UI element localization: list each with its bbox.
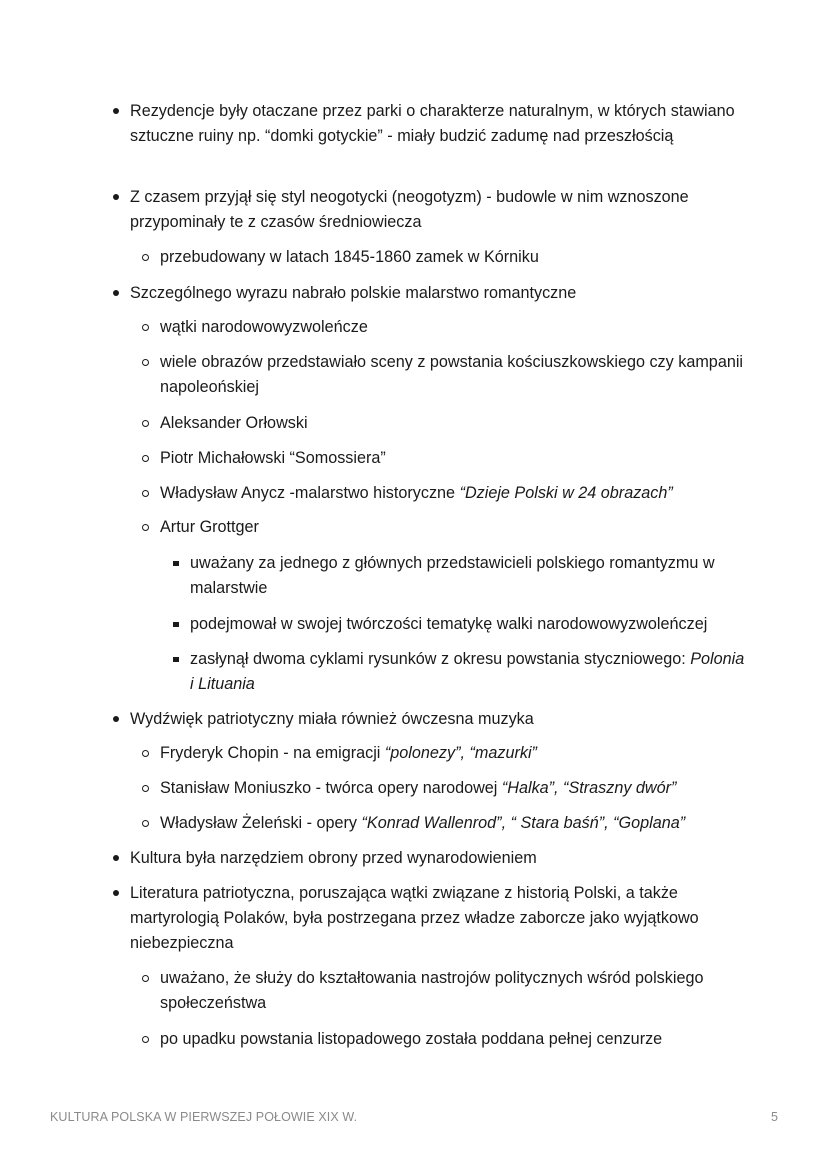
list-item <box>160 315 750 340</box>
bullet-disc-icon <box>113 855 119 861</box>
list-item <box>160 446 750 471</box>
list-item-text: Aleksander Orłowski <box>160 414 308 432</box>
list-item <box>160 481 750 506</box>
bullet-disc-icon <box>113 890 119 896</box>
bullet-circle-icon <box>142 1036 149 1043</box>
bullet-disc-icon <box>113 290 119 296</box>
list-item <box>160 776 750 801</box>
bullet-circle-icon <box>142 455 149 462</box>
bullet-circle-icon <box>142 785 149 792</box>
bullet-circle-icon <box>142 820 149 827</box>
list-item-italic-text: “Halka”, “Straszny dwór” <box>501 779 677 797</box>
list-item <box>190 551 750 601</box>
list-item-text: Stanisław Moniuszko - twórca opery narodowej <box>160 779 502 797</box>
list-item-text: uważano, że służy do kształtowania nastrojów politycznych wśród polskiego społeczeństwa <box>160 969 704 1012</box>
list-item-italic-text: “Dzieje Polski w 24 obrazach” <box>459 484 673 502</box>
list-item-text: wątki narodowowyzwoleńcze <box>160 318 368 336</box>
bullet-square-icon <box>173 622 179 628</box>
list-item <box>130 881 740 956</box>
list-item <box>190 647 750 697</box>
list-item <box>160 741 750 766</box>
list-item-text: Władysław Anycz -malarstwo historyczne <box>160 484 460 502</box>
list-item-text: podejmował w swojej twórczości tematykę walki narodowowyzwoleńczej <box>190 615 708 633</box>
bullet-circle-icon <box>142 975 149 982</box>
list-item-text: Władysław Żeleński - opery <box>160 814 362 832</box>
list-item-text: wiele obrazów przedstawiało sceny z powstania kościuszkowskiego czy kampanii napoleońskiej <box>160 353 744 396</box>
list-item <box>130 99 740 149</box>
bullet-circle-icon <box>142 750 149 757</box>
list-item <box>160 1027 750 1052</box>
bullet-disc-icon <box>113 108 119 114</box>
list-item-text: przebudowany w latach 1845-1860 zamek w Kórniku <box>160 248 539 266</box>
bullet-circle-icon <box>142 490 149 497</box>
list-item <box>160 350 750 400</box>
list-item <box>190 612 750 637</box>
list-item <box>160 515 750 540</box>
bullet-circle-icon <box>142 324 149 331</box>
bullet-circle-icon <box>142 359 149 366</box>
footer-title: KULTURA POLSKA W PIERWSZEJ POŁOWIE XIX W. <box>50 1110 358 1124</box>
bullet-square-icon <box>173 561 179 567</box>
list-item <box>130 281 740 306</box>
list-item-text: Piotr Michałowski “Somossiera” <box>160 449 386 467</box>
list-item-text: Wydźwięk patriotyczny miała również ówczesna muzyka <box>130 710 534 728</box>
page-number: 5 <box>771 1110 778 1124</box>
list-item-text: Kultura była narzędziem obrony przed wynarodowieniem <box>130 849 537 867</box>
list-item-text: Szczególnego wyrazu nabrało polskie malarstwo romantyczne <box>130 284 577 302</box>
list-item-italic-text: “Konrad Wallenrod”, “ Stara baśń”, “Goplana” <box>361 814 686 832</box>
list-item-italic-text: Polonia i Lituania <box>190 650 745 693</box>
list-item-italic-text: “polonezy”, “mazurki” <box>384 744 537 762</box>
bullet-circle-icon <box>142 420 149 427</box>
list-item-text: Rezydencje były otaczane przez parki o charakterze naturalnym, w których stawiano sztuczne ruiny np. “domki gotyckie” - miały budzić zadumę nad przeszłością <box>130 102 735 145</box>
bullet-square-icon <box>173 657 179 663</box>
list-item <box>130 185 740 235</box>
bullet-circle-icon <box>142 524 149 531</box>
bullet-circle-icon <box>142 254 149 261</box>
list-item <box>160 811 750 836</box>
bullet-disc-icon <box>113 716 119 722</box>
bullet-disc-icon <box>113 194 119 200</box>
list-item <box>160 411 750 436</box>
list-item <box>130 846 740 871</box>
list-item-text: Fryderyk Chopin - na emigracji <box>160 744 385 762</box>
list-item <box>160 245 750 270</box>
list-item-text: zasłynął dwoma cyklami rysunków z okresu powstania styczniowego: <box>190 650 691 668</box>
list-item <box>130 707 740 732</box>
list-item-text: Artur Grottger <box>160 518 259 536</box>
list-item-text: Literatura patriotyczna, poruszająca wątki związane z historią Polski, a także martyrologią Polaków, była postrzegana przez władze zaborcze jako wyjątkowo niebezpieczna <box>130 884 699 952</box>
list-item <box>160 966 750 1016</box>
list-item-text: po upadku powstania listopadowego została poddana pełnej cenzurze <box>160 1030 663 1048</box>
list-item-text: Z czasem przyjął się styl neogotycki (neogotyzm) - budowle w nim wznoszone przypominały te z czasów średniowiecza <box>130 188 689 231</box>
list-item-text: uważany za jednego z głównych przedstawicieli polskiego romantyzmu w malarstwie <box>190 554 715 597</box>
